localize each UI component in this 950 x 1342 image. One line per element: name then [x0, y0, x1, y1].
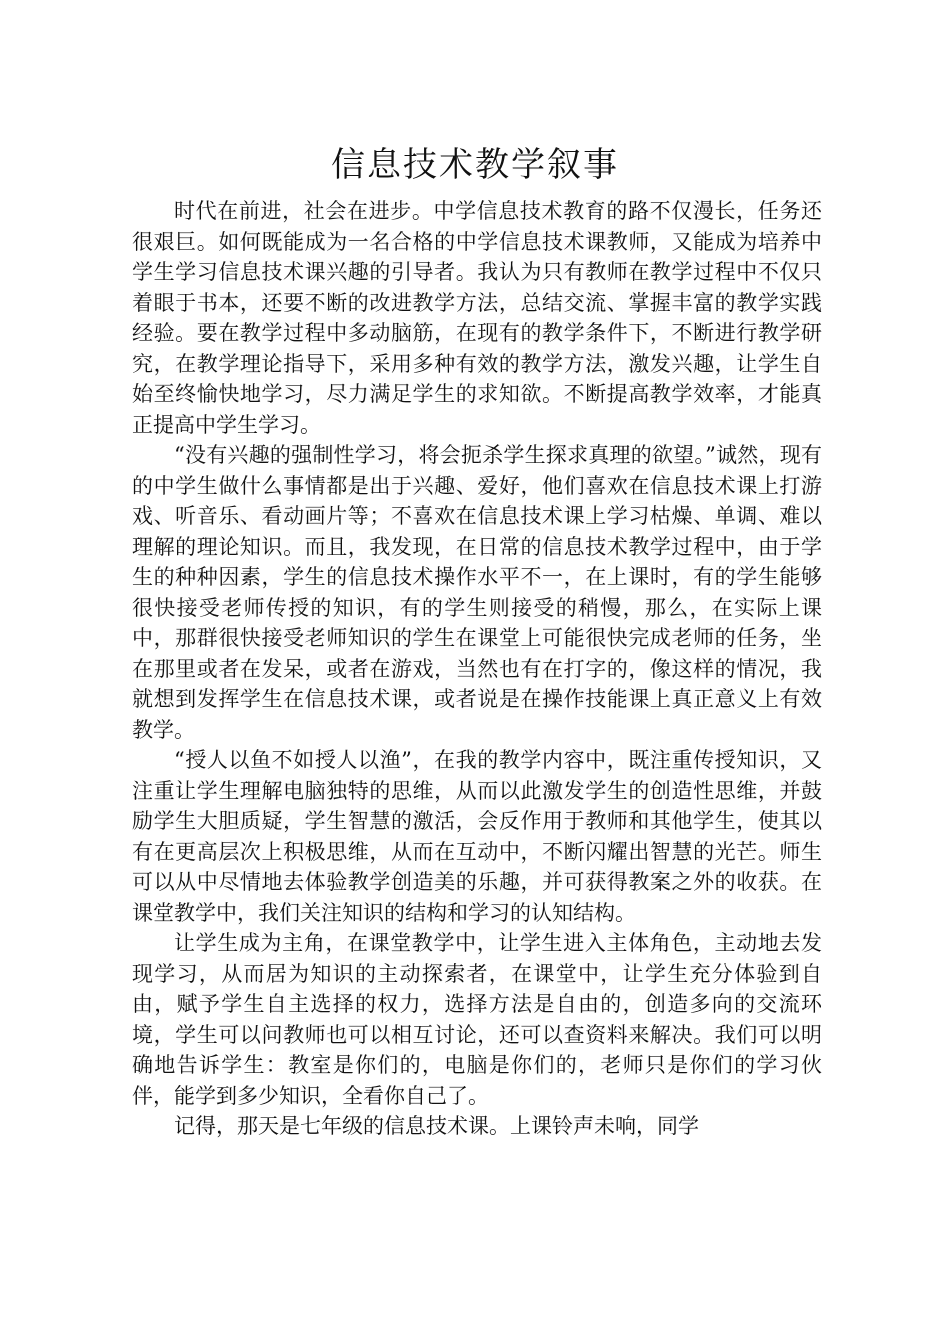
- paragraph: “授人以鱼不如授人以渔”，在我的教学内容中，既注重传授知识，又注重让学生理解电脑独特的思维，从而以此激发学生的创造性思维，并鼓励学生大胆质疑，学生智慧的激活，会反作用于教师和其他学生，使其以有在更高层次上积极思维，从而在互动中，不断闪耀出智慧的光芒。师生可以从中尽情地去体验教学创造美的乐趣，并可获得教案之外的收获。在课堂教学中，我们关注知识的结构和学习的认知结构。: [132, 748, 822, 925]
- document-title: 信息技术教学叙事: [331, 145, 619, 185]
- paragraph: 记得，那天是七年级的信息技术课。上课铃声未响，同学: [174, 1114, 699, 1138]
- paragraph: “没有兴趣的强制性学习，将会扼杀学生探求真理的欲望。”诚然，现有的中学生做什么事情都是出于兴趣、爱好，他们喜欢在信息技术课上打游戏、听音乐、看动画片等；不喜欢在信息技术课上学习枯燥、单调、难以理解的理论知识。而且，我发现，在日常的信息技术教学过程中，由于学生的种种因素，学生的信息技术操作水平不一，在上课时，有的学生能够很快接受老师传授的知识，有的学生则接受的稍慢，那么，在实际上课中，那群很快接受老师知识的学生在课堂上可能很快完成老师的任务，坐在那里或者在发呆，或者在游戏，当然也有在打字的，像这样的情况，我就想到发挥学生在信息技术课，或者说是在操作技能课上真正意义上有效教学。: [132, 443, 822, 742]
- paragraph: 时代在前进，社会在进步。中学信息技术教育的路不仅漫长，任务还很艰巨。如何既能成为一名合格的中学信息技术课教师，又能成为培养中学生学习信息技术课兴趣的引导者。我认为只有教师在教学过程中不仅只着眼于书本，还要不断的改进教学方法，总结交流、掌握丰富的教学实践经验。要在教学过程中多动脑筋，在现有的教学条件下，不断进行教学研究，在教学理论指导下，采用多种有效的教学方法，激发兴趣，让学生自始至终愉快地学习，尽力满足学生的求知欲。不断提高教学效率，才能真正提高中学生学习。: [132, 199, 822, 437]
- paragraph: 让学生成为主角，在课堂教学中，让学生进入主体角色，主动地去发现学习，从而居为知识的主动探索者，在课堂中，让学生充分体验到自由，赋予学生自主选择的权力，选择方法是自由的，创造多向的交流环境，学生可以问教师也可以相互讨论，还可以查资料来解决。我们可以明确地告诉学生：教室是你们的，电脑是你们的，老师只是你们的学习伙伴，能学到多少知识，全看你自己了。: [132, 931, 822, 1108]
- document-body: [132, 196, 822, 1142]
